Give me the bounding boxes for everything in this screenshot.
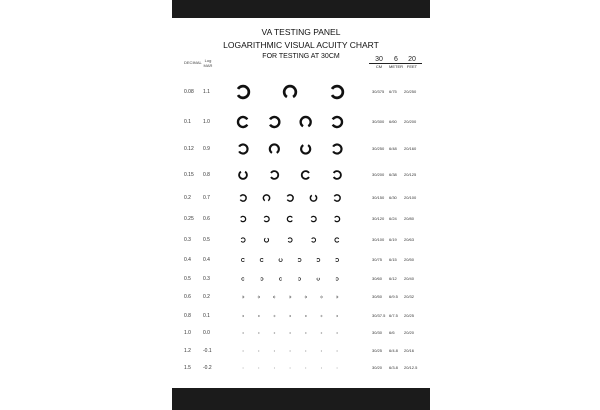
landolt-c-ring (258, 351, 259, 352)
landolt-c-ring (241, 216, 246, 221)
top-border-bar (172, 0, 430, 18)
acuity-meter: 6/60 (389, 119, 397, 124)
acuity-feet: 20/200 (404, 119, 417, 124)
decimal-value: 0.4 (184, 257, 191, 263)
landolt-c-ring (305, 351, 306, 352)
logmar-value: -0.1 (203, 348, 212, 354)
landolt-c-ring (335, 216, 340, 221)
acuity-cm: 30/375 (372, 89, 385, 94)
landolt-c-ring (312, 238, 316, 242)
landolt-c-ring (317, 258, 320, 261)
landolt-c-ring (270, 144, 279, 152)
landolt-c-ring (258, 296, 260, 298)
landolt-c-ring (279, 278, 281, 281)
acuity-feet: 20/16 (404, 348, 415, 353)
landolt-c-ring (336, 315, 337, 317)
acuity-meter: 6/6 (389, 330, 395, 335)
landolt-c-ring (242, 315, 243, 317)
landolt-c-ring (337, 351, 338, 352)
acuity-feet: 20/63 (404, 237, 415, 242)
logmar-value: 0.9 (203, 146, 210, 152)
logmar-value: 1.1 (203, 89, 210, 95)
acuity-cm: 30/75 (372, 257, 383, 262)
bottom-border-bar (172, 388, 430, 410)
acuity-cm: 30/120 (372, 216, 385, 221)
acuity-cm: 30/100 (372, 237, 385, 242)
decimal-value: 0.6 (184, 294, 191, 300)
acuity-meter: 6/19 (389, 237, 397, 242)
landolt-c-ring (260, 258, 263, 261)
acuity-meter: 6/9.5 (389, 294, 398, 299)
unit-meter-number: 6 (394, 56, 398, 63)
acuity-cm: 30/25 (372, 348, 383, 353)
acuity-feet: 20/250 (404, 89, 417, 94)
acuity-meter: 6/4.8 (389, 348, 398, 353)
acuity-meter: 6/12 (389, 276, 397, 281)
unit-feet-label: FEET (402, 63, 422, 69)
decimal-column-header: DECIMAL (184, 60, 202, 65)
landolt-c-ring (321, 296, 323, 298)
decimal-value: 1.5 (184, 365, 191, 371)
landolt-c-ring (239, 144, 247, 153)
acuity-meter: 6/48 (389, 146, 397, 151)
logmar-value: 0.1 (203, 313, 210, 319)
decimal-value: 0.15 (184, 172, 194, 178)
decimal-value: 0.8 (184, 313, 191, 319)
acuity-cm: 30/250 (372, 146, 385, 151)
decimal-value: 0.3 (184, 237, 191, 243)
logmar-header-bottom: MAR (203, 63, 213, 68)
landolt-c-ring (284, 86, 296, 97)
landolt-c-ring (289, 296, 291, 298)
landolt-c-ring (302, 171, 309, 179)
landolt-c-ring (261, 278, 263, 281)
landolt-c-ring (336, 278, 338, 281)
acuity-feet: 20/160 (404, 146, 417, 151)
landolt-c-ring (290, 351, 291, 352)
acuity-meter: 6/7.5 (389, 313, 398, 318)
unit-feet-number: 20 (408, 56, 416, 63)
acuity-meter: 6/75 (389, 89, 397, 94)
landolt-c-ring (298, 258, 301, 261)
acuity-chart-panel (172, 18, 430, 388)
acuity-cm: 30/200 (372, 172, 385, 177)
decimal-value: 0.5 (184, 276, 191, 282)
landolt-c-ring (258, 368, 259, 369)
decimal-value: 0.08 (184, 89, 194, 95)
acuity-feet: 20/20 (404, 330, 415, 335)
landolt-c-ring (321, 351, 322, 352)
landolt-c-ring (243, 368, 244, 369)
landolt-c-ring (273, 296, 275, 298)
testing-distance-note: FOR TESTING AT 30CM (262, 53, 340, 60)
landolt-c-ring (333, 117, 342, 127)
acuity-cm: 30/150 (372, 195, 385, 200)
landolt-c-ring (305, 368, 306, 369)
landolt-c-ring (336, 332, 337, 333)
unit-cm-label: CM (369, 63, 389, 69)
landolt-c-ring (317, 278, 320, 280)
acuity-meter: 6/3.8 (389, 365, 398, 370)
landolt-c-ring (270, 117, 279, 127)
acuity-feet: 20/50 (404, 257, 415, 262)
landolt-c-ring (321, 368, 322, 369)
landolt-c-ring (274, 368, 275, 369)
landolt-c-ring (289, 315, 290, 317)
acuity-feet: 20/25 (404, 313, 415, 318)
landolt-c-ring (274, 332, 275, 333)
decimal-value: 0.1 (184, 119, 191, 125)
unit-cm-number: 30 (375, 56, 383, 63)
landolt-c-ring (238, 86, 249, 98)
landolt-c-ring (243, 351, 244, 352)
logmar-header-top: Log (204, 58, 212, 63)
chart-subtitle: LOGARITHMIC VISUAL ACUITY CHART (223, 40, 379, 50)
acuity-cm: 30/50 (372, 294, 383, 299)
landolt-c-ring (310, 195, 316, 201)
landolt-c-ring (287, 195, 293, 201)
landolt-c-ring (274, 351, 275, 352)
acuity-cm: 30/30 (372, 330, 383, 335)
landolt-c-ring (258, 315, 259, 317)
landolt-c-ring (336, 296, 338, 298)
acuity-feet: 20/12.5 (404, 365, 418, 370)
landolt-c-ring (301, 145, 310, 153)
landolt-c-ring (305, 332, 306, 333)
decimal-value: 1.0 (184, 330, 191, 336)
acuity-meter: 6/24 (389, 216, 397, 221)
landolt-ring-optotypes (172, 18, 430, 388)
landolt-c-ring (242, 332, 243, 333)
acuity-feet: 20/32 (404, 294, 415, 299)
landolt-c-ring (298, 278, 300, 281)
landolt-c-ring (321, 332, 322, 333)
landolt-c-ring (264, 238, 268, 242)
logmar-value: 0.5 (203, 237, 210, 243)
logmar-value: 1.0 (203, 119, 210, 125)
landolt-c-ring (242, 296, 244, 298)
logmar-value: 0.7 (203, 195, 210, 201)
chart-title: VA TESTING PANEL (261, 27, 341, 37)
landolt-c-ring (321, 315, 322, 317)
landolt-c-ring (334, 171, 341, 179)
landolt-c-ring (305, 296, 307, 298)
acuity-meter: 6/38 (389, 172, 397, 177)
logmar-value: 0.0 (203, 330, 210, 336)
landolt-c-ring (289, 332, 290, 333)
landolt-c-ring (334, 195, 340, 201)
landolt-c-ring (305, 315, 306, 317)
landolt-c-ring (311, 216, 316, 221)
landolt-c-ring (337, 368, 338, 369)
landolt-c-ring (288, 238, 292, 242)
logmar-value: 0.3 (203, 276, 210, 282)
landolt-c-ring (239, 172, 247, 179)
landolt-c-ring (333, 144, 341, 153)
acuity-meter: 6/15 (389, 257, 397, 262)
acuity-cm: 30/60 (372, 276, 383, 281)
landolt-c-ring (301, 117, 311, 126)
landolt-c-ring (271, 171, 278, 179)
acuity-meter: 6/30 (389, 195, 397, 200)
landolt-c-ring (241, 258, 244, 261)
acuity-feet: 20/125 (404, 172, 417, 177)
landolt-c-ring (240, 195, 246, 201)
decimal-value: 1.2 (184, 348, 191, 354)
landolt-c-ring (263, 195, 269, 201)
acuity-feet: 20/80 (404, 216, 415, 221)
logmar-value: 0.4 (203, 257, 210, 263)
decimal-value: 0.2 (184, 195, 191, 201)
acuity-cm: 30/37.5 (372, 313, 386, 318)
acuity-feet: 20/40 (404, 276, 415, 281)
unit-meter-label: METER (386, 63, 406, 69)
landolt-c-ring (241, 238, 245, 242)
landolt-c-ring (238, 117, 247, 127)
decimal-value: 0.12 (184, 146, 194, 152)
landolt-c-ring (279, 259, 282, 262)
logmar-value: -0.2 (203, 365, 212, 371)
acuity-cm: 30/20 (372, 365, 383, 370)
landolt-c-ring (264, 216, 269, 221)
landolt-c-ring (336, 258, 339, 261)
logmar-value: 0.2 (203, 294, 210, 300)
acuity-feet: 20/100 (404, 195, 417, 200)
acuity-cm: 30/300 (372, 119, 385, 124)
landolt-c-ring (335, 238, 339, 242)
logmar-value: 0.8 (203, 172, 210, 178)
decimal-value: 0.25 (184, 216, 194, 222)
landolt-c-ring (274, 315, 275, 317)
landolt-c-ring (287, 216, 292, 221)
landolt-c-ring (242, 278, 244, 281)
logmar-value: 0.6 (203, 216, 210, 222)
landolt-c-ring (258, 332, 259, 333)
landolt-c-ring (332, 86, 343, 98)
landolt-c-ring (290, 368, 291, 369)
